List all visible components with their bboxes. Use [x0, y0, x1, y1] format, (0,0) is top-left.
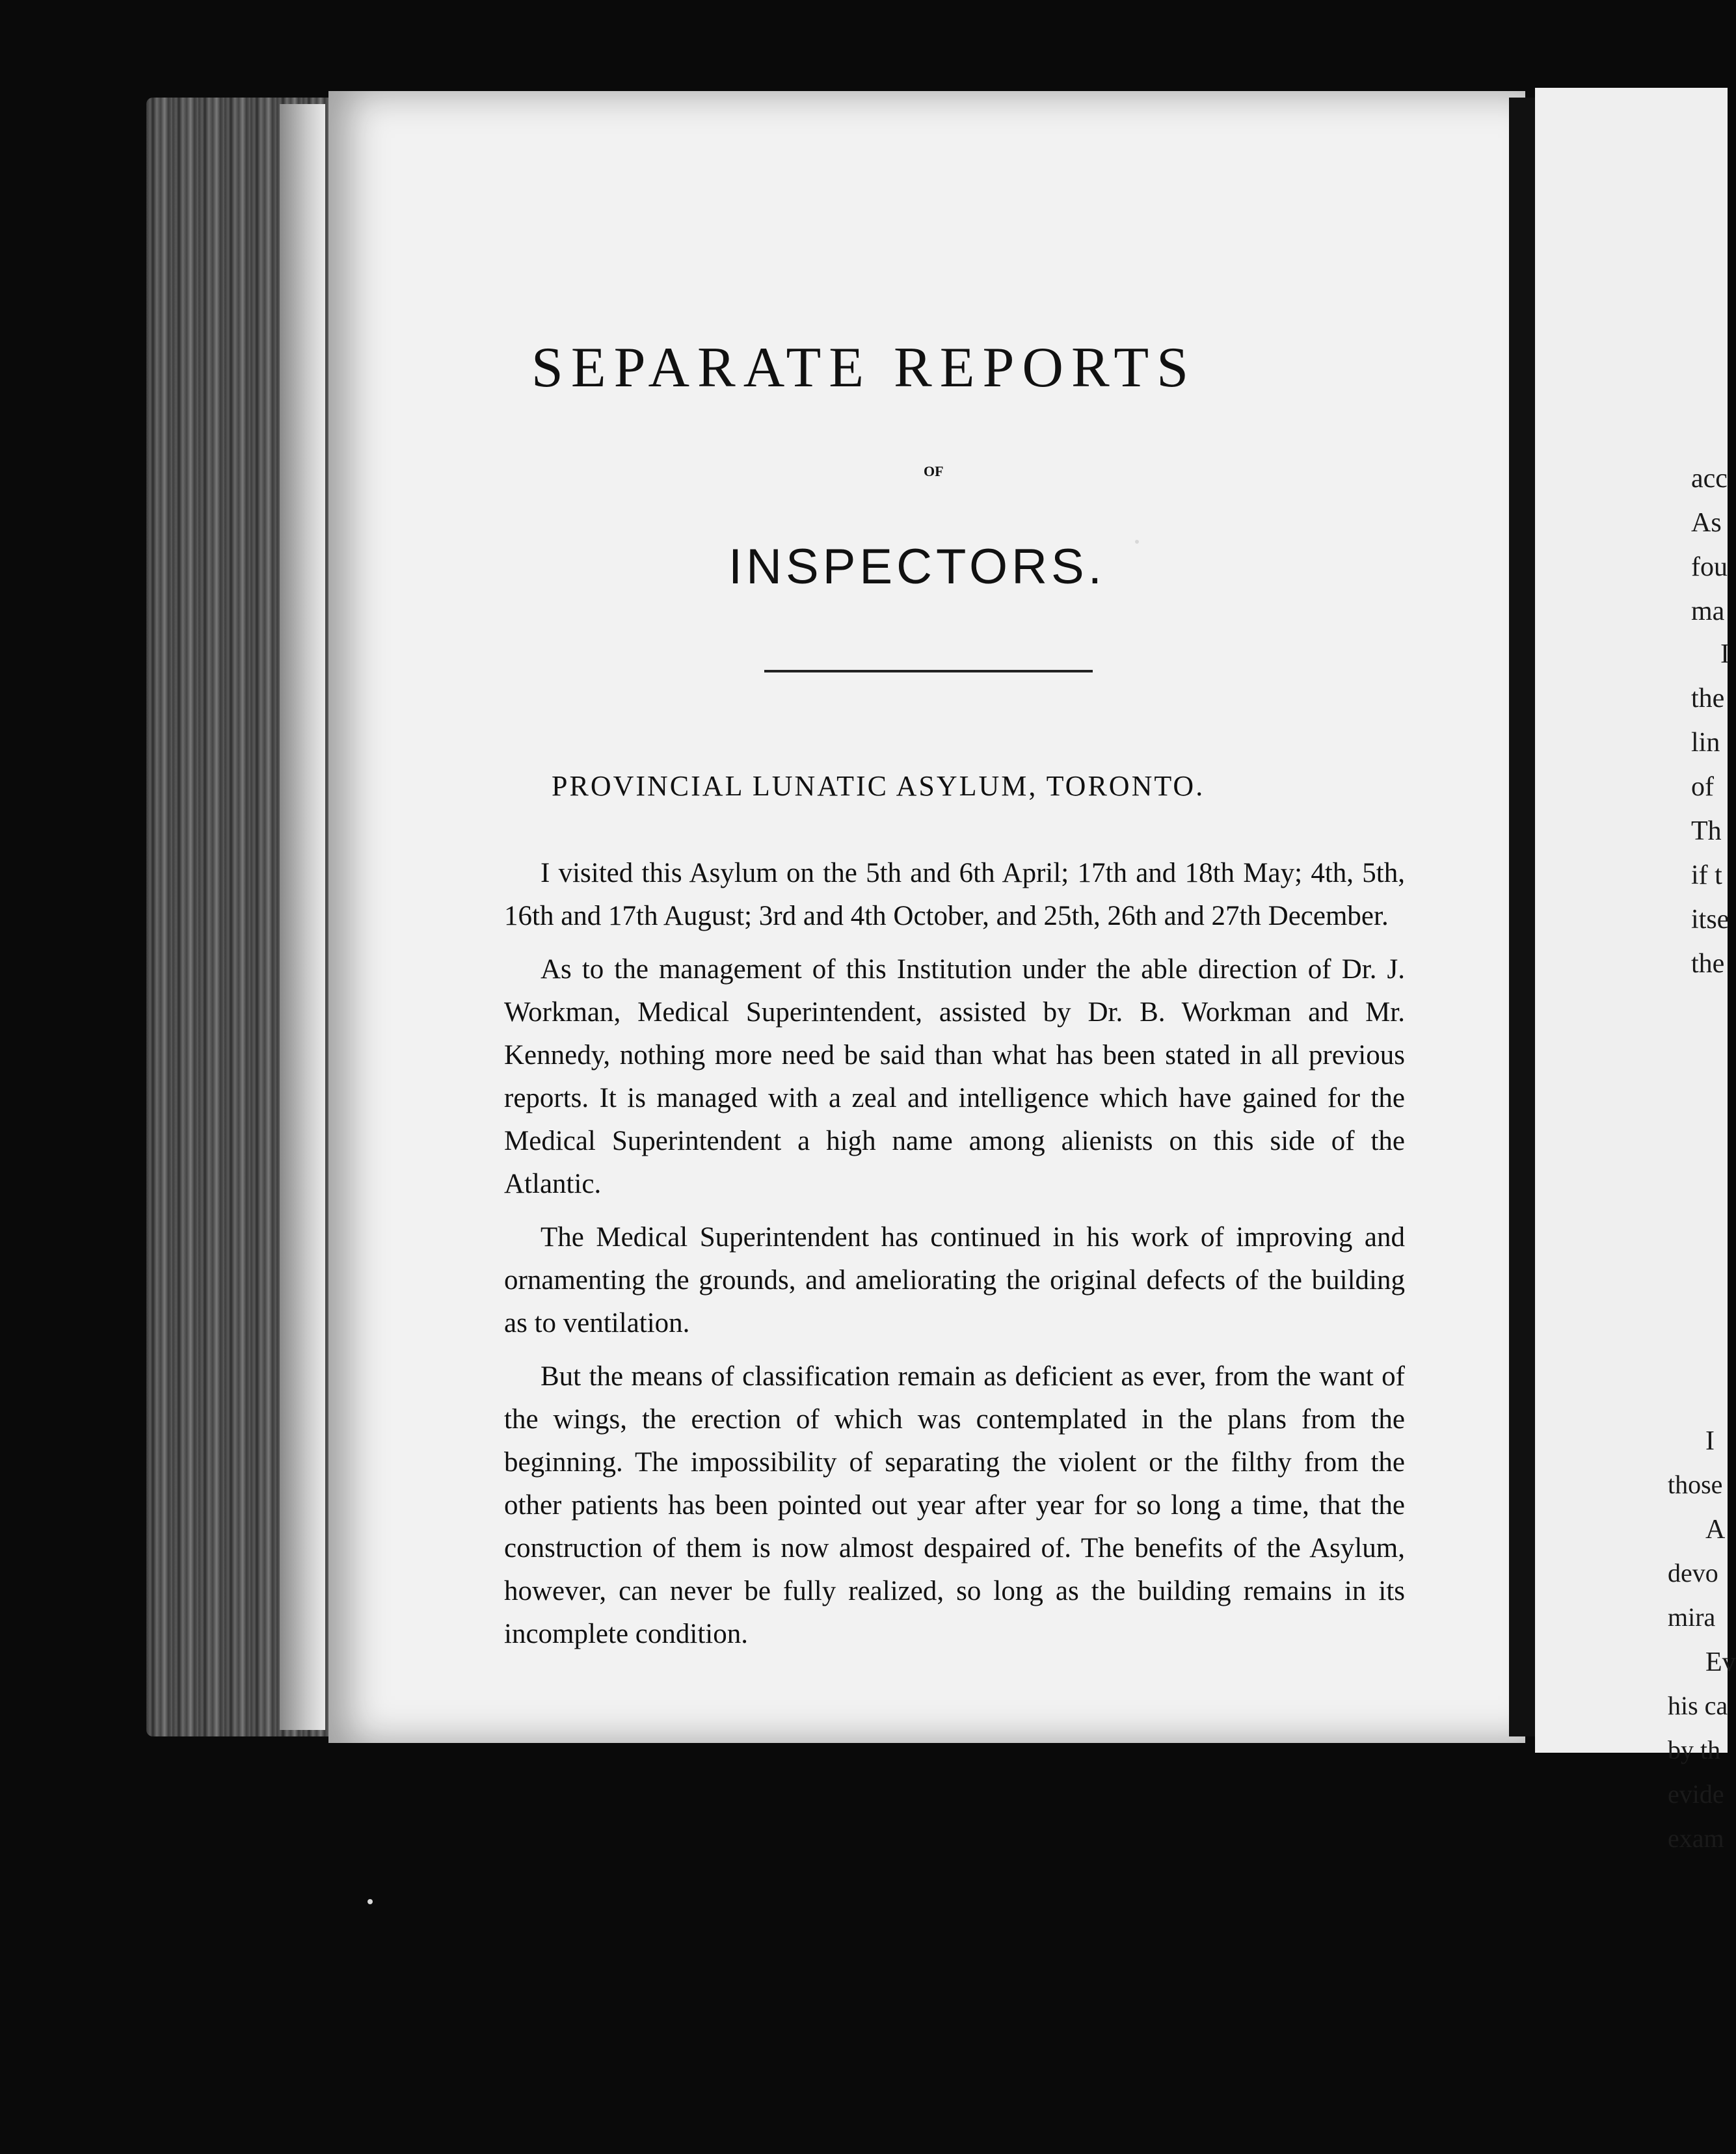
page-title: SEPARATE REPORTS: [531, 336, 1197, 399]
facing-page-text: As: [1691, 508, 1722, 538]
facing-page-text: itse: [1691, 905, 1729, 935]
facing-page-text: of: [1691, 772, 1714, 802]
facing-page-text: devo: [1668, 1558, 1718, 1588]
paragraph: I visited this Asylum on the 5th and 6th April; 17th and 18th May; 4th, 5th, 16th and 17th August; 3rd and 4th October, and 25th, 26th and 27th December.: [504, 858, 1405, 931]
facing-page-text: fou: [1691, 552, 1728, 582]
facing-page-text: A: [1705, 1515, 1726, 1545]
facing-page-text: evide: [1668, 1779, 1724, 1809]
section-heading: PROVINCIAL LUNATIC ASYLUM, TORONTO.: [552, 770, 1205, 802]
facing-page-text: I: [1720, 639, 1729, 669]
facing-page-text: Ev: [1705, 1647, 1736, 1677]
page-speck: [1135, 540, 1139, 544]
page-speck: [367, 1899, 373, 1904]
facing-page-text: mira: [1668, 1602, 1716, 1632]
facing-page-text: those: [1668, 1470, 1723, 1499]
report-body: [504, 852, 1405, 1666]
facing-page-text: exam: [1668, 1824, 1724, 1853]
paragraph: The Medical Superintendent has continued in his work of improving and ornamenting the grounds, and ameliorating the original defects of the building as to ventilation.: [504, 1222, 1405, 1338]
page-subtitle: INSPECTORS.: [728, 539, 1106, 594]
facing-page-text: his ca: [1668, 1691, 1728, 1720]
facing-page-text: I: [1705, 1426, 1715, 1456]
facing-page: [1535, 88, 1736, 1853]
facing-page-text: the: [1691, 949, 1725, 979]
paragraph: As to the management of this Institution under the able direction of Dr. J. Workman, Medical Superintendent, assisted by Dr. B. Workman and Mr. Kennedy, nothing more need be said than what has been stated in all previous reports. It is managed with a zeal and intelligence which have gained for the Medical Superintendent a high name among alienists on this side of the Atlantic.: [504, 954, 1405, 1199]
facing-page-text: ma: [1691, 596, 1725, 626]
facing-page-text: Th: [1691, 816, 1722, 846]
facing-page-text: by th: [1668, 1735, 1721, 1764]
facing-page-text: lin: [1691, 728, 1720, 758]
paragraph: But the means of classification remain as deficient as ever, from the want of the wings, the erection of which was contemplated in the plans from the beginning. The impossibility of separating the violent or the filthy from the other patients has been pointed out year after year for so long a time, that the construction of them is now almost despaired of. The benefits of the Asylum, however, can never be fully realized, so long as the building remains in its incomplete condition.: [504, 1361, 1405, 1649]
of-word: OF: [924, 463, 944, 479]
facing-page-text: if t: [1691, 860, 1722, 890]
facing-page-text: the: [1691, 684, 1725, 713]
book-gutter: [1509, 98, 1535, 1736]
facing-page-text: acc: [1691, 464, 1728, 494]
title-rule: [764, 670, 1093, 672]
